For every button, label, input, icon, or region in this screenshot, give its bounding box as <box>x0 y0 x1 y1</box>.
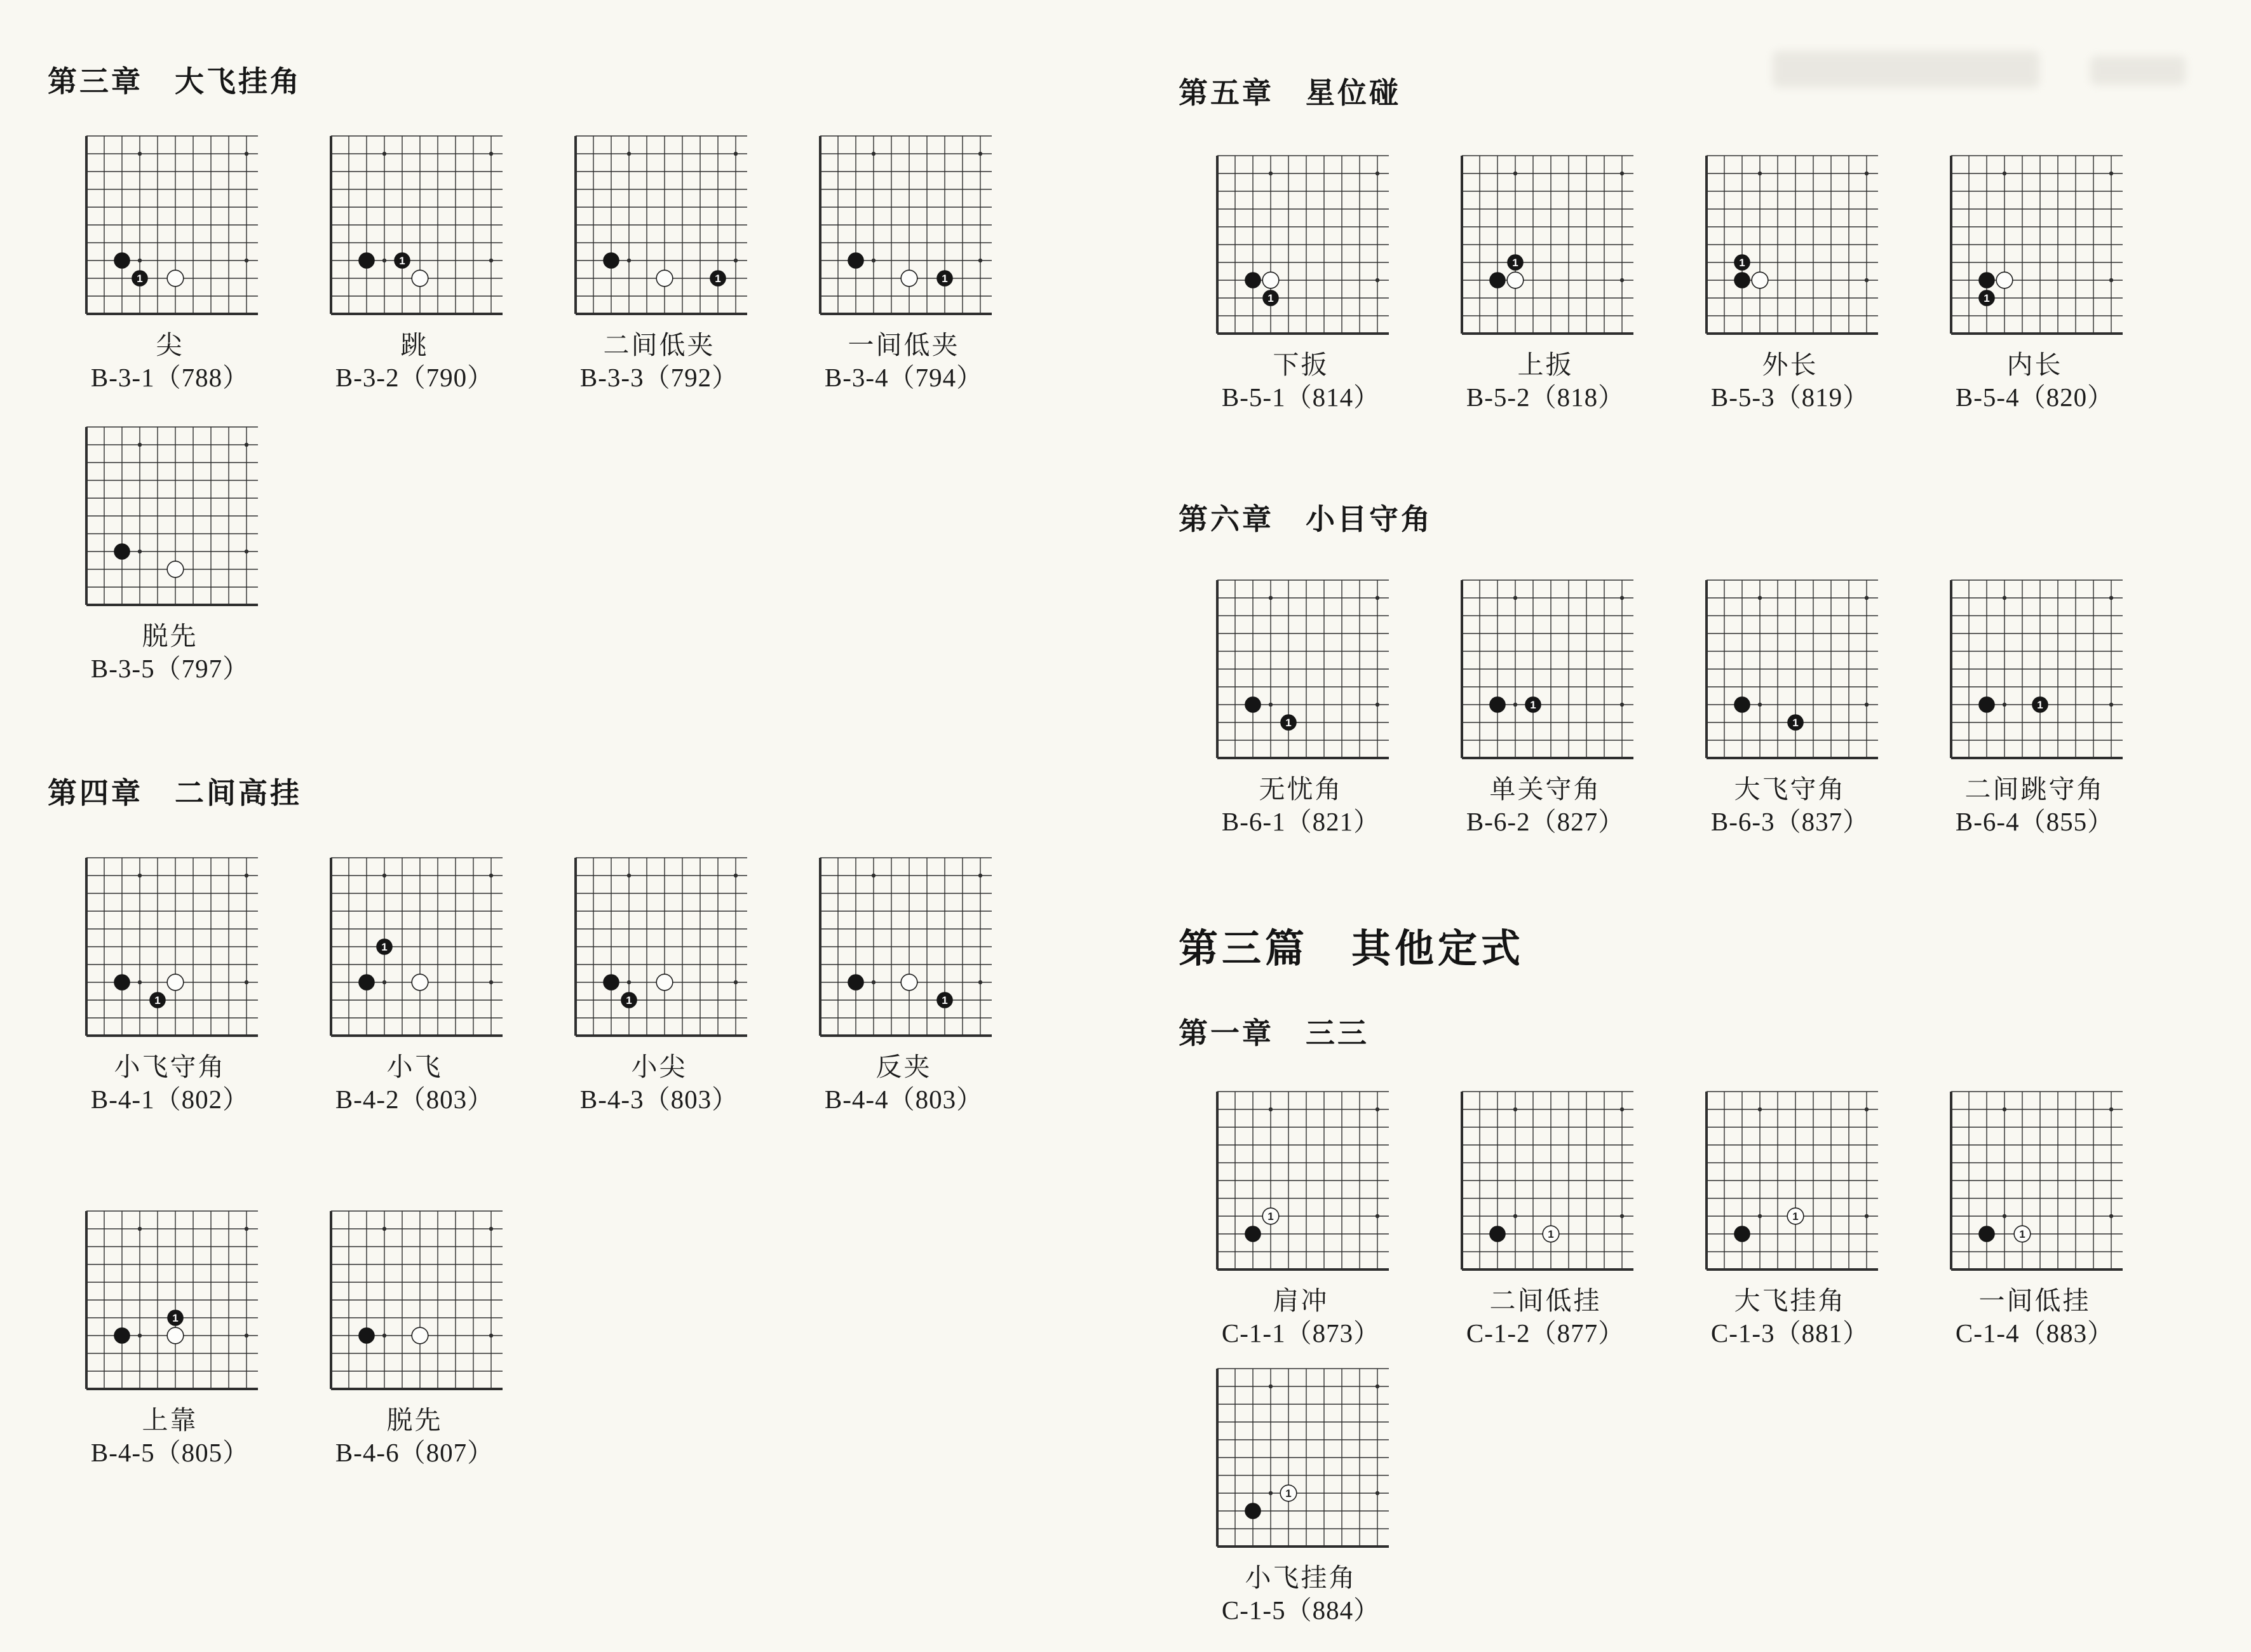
board-wrap <box>1457 578 1635 763</box>
grid-lines <box>86 427 258 605</box>
board-wrap <box>1701 1089 1879 1275</box>
diagram-code: B-3-3（792） <box>579 363 739 393</box>
black-stone <box>358 974 375 991</box>
diagram-row <box>48 424 1029 684</box>
black-stone <box>114 1327 130 1344</box>
diagram-name: 外长 <box>1762 350 1818 379</box>
diagram-code: B-4-3（803） <box>579 1084 739 1114</box>
black-stone <box>1489 696 1506 713</box>
white-stone <box>1996 272 2013 288</box>
board-wrap <box>1946 153 2124 339</box>
diagram-cell <box>1668 153 1912 412</box>
diagram-code: B-6-1（821） <box>1221 807 1381 837</box>
go-board-diagram <box>1457 578 1635 763</box>
diagram-cell <box>781 855 1026 1114</box>
grid-lines <box>576 136 747 314</box>
white-stone <box>412 1327 428 1344</box>
diagram-code: B-5-2（818） <box>1466 383 1625 412</box>
numbered-stone <box>936 270 953 287</box>
svg-text:1: 1 <box>1511 257 1518 269</box>
diagram-cell <box>1912 153 2157 412</box>
diagram-code: B-4-1（802） <box>90 1084 250 1114</box>
svg-text:1: 1 <box>381 940 388 953</box>
diagram-cell <box>292 133 537 393</box>
diagram-code: B-5-1（814） <box>1221 383 1381 412</box>
diagram-name: 小飞挂角 <box>1245 1562 1357 1592</box>
numbered-stone <box>1507 254 1524 271</box>
diagram-name: 下扳 <box>1273 350 1329 379</box>
part-heading: 第三篇 其他定式 <box>1179 924 1525 972</box>
board-wrap <box>1212 578 1390 763</box>
grid-lines <box>1951 1092 2123 1269</box>
grid-lines <box>1217 1092 1389 1269</box>
numbered-stone <box>710 270 726 287</box>
white-stone <box>901 270 917 287</box>
numbered-stone <box>394 252 410 269</box>
board-wrap <box>326 855 504 1041</box>
diagram-cell <box>48 133 292 393</box>
svg-text:1: 1 <box>1738 257 1745 269</box>
black-stone <box>603 974 619 991</box>
black-stone <box>603 252 619 269</box>
grid-lines <box>331 1211 503 1389</box>
numbered-stone <box>1543 1226 1559 1242</box>
chapter-heading: 第五章 星位碰 <box>1179 76 1401 109</box>
grid-lines <box>1707 580 1878 758</box>
column-right <box>1179 0 2160 1625</box>
diagram-name: 上扳 <box>1517 350 1574 379</box>
diagram-name: 一间低挂 <box>1978 1285 2091 1315</box>
diagram-name: 脱先 <box>142 621 198 651</box>
go-board-diagram <box>1212 153 1390 339</box>
diagram-cell <box>1423 153 1668 412</box>
white-stone <box>167 1327 184 1344</box>
grid-lines <box>1217 156 1389 334</box>
numbered-stone <box>376 938 393 955</box>
diagram-cell <box>537 855 781 1114</box>
diagram-cell <box>1179 578 1423 837</box>
svg-text:1: 1 <box>1267 1210 1274 1222</box>
board-wrap <box>1946 1089 2124 1275</box>
black-stone <box>114 252 130 269</box>
numbered-stone <box>1787 1208 1804 1224</box>
diagram-code: B-5-3（819） <box>1710 383 1870 412</box>
white-stone <box>412 974 428 991</box>
black-stone <box>358 252 375 269</box>
diagram-code: B-6-2（827） <box>1466 807 1625 837</box>
go-board-diagram <box>815 133 993 319</box>
svg-text:1: 1 <box>714 273 721 285</box>
diagram-row <box>1179 153 2160 412</box>
diagram-cell <box>1423 1089 1668 1348</box>
diagram-code: B-5-4（820） <box>1955 383 2114 412</box>
diagram-code: B-6-3（837） <box>1710 807 1870 837</box>
white-stone <box>656 270 673 287</box>
board-wrap <box>1212 1366 1390 1552</box>
diagram-name: 无忧角 <box>1259 775 1343 804</box>
black-stone <box>1978 1226 1995 1242</box>
go-board-diagram <box>1457 1089 1635 1275</box>
grid-lines <box>1707 156 1878 334</box>
numbered-stone <box>1280 714 1297 731</box>
go-board-diagram <box>1946 578 2124 763</box>
diagram-row <box>48 855 1029 1114</box>
white-stone <box>656 974 673 991</box>
white-stone <box>901 974 917 991</box>
go-board-diagram <box>1457 153 1635 339</box>
black-stone <box>1245 696 1261 713</box>
svg-text:1: 1 <box>136 273 143 285</box>
board-wrap <box>815 133 993 319</box>
board-wrap <box>326 133 504 319</box>
diagram-name: 肩冲 <box>1273 1285 1329 1315</box>
grid-lines <box>86 136 258 314</box>
diagram-cell <box>48 424 292 684</box>
go-board-diagram <box>1946 1089 2124 1275</box>
grid-lines <box>86 1211 258 1389</box>
svg-text:1: 1 <box>154 994 161 1006</box>
board-wrap <box>1701 153 1879 339</box>
go-board-diagram <box>81 424 259 610</box>
white-stone <box>412 270 428 287</box>
diagram-name: 单关守角 <box>1489 775 1602 804</box>
go-board-diagram <box>326 133 504 319</box>
grid-lines <box>1951 156 2123 334</box>
numbered-stone <box>1734 254 1750 271</box>
diagram-cell <box>1179 153 1423 412</box>
go-board-diagram <box>815 855 993 1041</box>
white-stone <box>1262 272 1279 288</box>
diagram-row <box>1179 1366 2160 1625</box>
diagram-cell <box>537 133 781 393</box>
black-stone <box>1489 1226 1506 1242</box>
diagram-row <box>48 1209 1029 1468</box>
black-stone <box>1734 696 1750 713</box>
numbered-stone <box>132 270 148 287</box>
diagram-name: 尖 <box>156 330 184 360</box>
svg-text:1: 1 <box>2036 699 2043 712</box>
diagram-cell <box>1668 578 1912 837</box>
diagram-code: C-1-5（884） <box>1221 1595 1381 1625</box>
diagram-code: B-6-4（855） <box>1955 807 2114 837</box>
white-stone <box>167 974 184 991</box>
go-board-diagram <box>81 855 259 1041</box>
grid-lines <box>576 858 747 1036</box>
diagram-code: B-4-2（803） <box>335 1084 494 1114</box>
grid-lines <box>1462 156 1633 334</box>
svg-text:1: 1 <box>2018 1228 2025 1240</box>
diagram-row <box>1179 578 2160 837</box>
numbered-stone <box>1787 714 1804 731</box>
diagram-row <box>48 133 1029 393</box>
diagram-name: 大飞守角 <box>1734 775 1846 804</box>
diagram-code: B-3-4（794） <box>824 363 984 393</box>
svg-text:1: 1 <box>1547 1228 1554 1240</box>
go-board-diagram <box>571 855 748 1041</box>
svg-text:1: 1 <box>941 994 948 1006</box>
diagram-code: B-4-6（807） <box>335 1437 494 1467</box>
board-wrap <box>1946 578 2124 763</box>
black-stone <box>848 252 864 269</box>
board-wrap <box>571 133 748 319</box>
chapter-heading: 第三章 大飞挂角 <box>48 65 302 98</box>
numbered-stone <box>1262 1208 1279 1224</box>
diagram-cell <box>1179 1089 1423 1348</box>
diagram-code: B-3-2（790） <box>335 363 494 393</box>
board-wrap <box>1701 578 1879 763</box>
diagram-name: 小飞守角 <box>114 1052 226 1081</box>
board-wrap <box>1212 1089 1390 1275</box>
black-stone <box>1245 1226 1261 1242</box>
svg-text:1: 1 <box>1792 1210 1799 1222</box>
diagram-cell <box>1423 578 1668 837</box>
diagram-name: 小尖 <box>631 1052 687 1081</box>
go-board-diagram <box>571 133 748 319</box>
diagram-cell <box>48 1209 292 1468</box>
white-stone <box>1507 272 1524 288</box>
svg-text:1: 1 <box>172 1311 179 1324</box>
black-stone <box>1245 1503 1261 1519</box>
numbered-stone <box>1978 290 1995 306</box>
diagram-name: 小飞 <box>386 1052 443 1081</box>
svg-text:1: 1 <box>1267 292 1274 304</box>
diagram-name: 大飞挂角 <box>1734 1285 1846 1315</box>
grid-lines <box>331 858 503 1036</box>
black-stone <box>358 1327 375 1344</box>
diagram-name: 反夹 <box>875 1052 932 1081</box>
board-wrap <box>571 855 748 1041</box>
svg-text:1: 1 <box>1983 292 1990 304</box>
go-board-diagram <box>1701 153 1879 339</box>
svg-text:1: 1 <box>1529 699 1536 712</box>
black-stone <box>1978 696 1995 713</box>
board-wrap <box>81 133 259 319</box>
numbered-stone <box>621 992 637 1008</box>
go-board-diagram <box>1701 1089 1879 1275</box>
chapter-heading: 第一章 三三 <box>1179 1016 1369 1050</box>
diagram-name: 跳 <box>400 330 429 360</box>
svg-text:1: 1 <box>398 255 405 267</box>
chapter-heading: 第四章 二间高挂 <box>48 776 302 809</box>
white-stone <box>1752 272 1768 288</box>
grid-lines <box>1217 580 1389 758</box>
board-wrap <box>815 855 993 1041</box>
svg-text:1: 1 <box>941 273 948 285</box>
grid-lines <box>86 858 258 1036</box>
diagram-code: B-3-1（788） <box>90 363 250 393</box>
diagram-cell <box>1179 1366 1423 1625</box>
diagram-code: C-1-1（873） <box>1221 1318 1381 1348</box>
diagram-name: 上靠 <box>142 1405 198 1435</box>
go-board-diagram <box>1212 1089 1390 1275</box>
black-stone <box>1978 272 1995 288</box>
diagram-code: B-4-4（803） <box>824 1084 984 1114</box>
black-stone <box>848 974 864 991</box>
numbered-stone <box>1262 290 1279 306</box>
black-stone <box>1734 272 1750 288</box>
grid-lines <box>820 858 992 1036</box>
numbered-stone <box>936 992 953 1008</box>
go-board-diagram <box>326 1209 504 1394</box>
diagram-cell <box>292 855 537 1114</box>
svg-text:1: 1 <box>1792 717 1799 729</box>
diagram-cell <box>48 855 292 1114</box>
grid-lines <box>1462 580 1633 758</box>
black-stone <box>1734 1226 1750 1242</box>
numbered-stone <box>167 1310 184 1326</box>
diagram-cell <box>292 1209 537 1468</box>
diagram-cell <box>781 133 1026 393</box>
go-board-diagram <box>1212 578 1390 763</box>
white-stone <box>167 561 184 578</box>
diagram-cell <box>1912 578 2157 837</box>
diagram-code: C-1-3（881） <box>1710 1318 1870 1348</box>
go-board-diagram <box>1212 1366 1390 1552</box>
go-board-diagram <box>81 133 259 319</box>
diagram-cell <box>1668 1089 1912 1348</box>
board-wrap <box>1457 153 1635 339</box>
diagram-cell <box>1912 1089 2157 1348</box>
numbered-stone <box>1280 1485 1297 1501</box>
black-stone <box>114 974 130 991</box>
diagram-name: 二间低夹 <box>603 330 715 360</box>
diagram-code: B-3-5（797） <box>90 654 250 684</box>
white-stone <box>167 270 184 287</box>
grid-lines <box>331 136 503 314</box>
diagram-name: 脱先 <box>386 1405 443 1435</box>
black-stone <box>114 543 130 560</box>
diagram-row <box>1179 1089 2160 1348</box>
column-left <box>48 0 1029 1468</box>
chapter-heading: 第六章 小目守角 <box>1179 503 1433 536</box>
diagram-code: C-1-2（877） <box>1466 1318 1625 1348</box>
black-stone <box>1245 272 1261 288</box>
board-wrap <box>81 1209 259 1394</box>
numbered-stone <box>2032 696 2048 713</box>
board-wrap <box>326 1209 504 1394</box>
go-board-diagram <box>1701 578 1879 763</box>
svg-text:1: 1 <box>625 994 632 1006</box>
go-board-diagram <box>81 1209 259 1394</box>
diagram-code: C-1-4（883） <box>1955 1318 2114 1348</box>
go-board-diagram <box>326 855 504 1041</box>
board-wrap <box>1212 153 1390 339</box>
svg-text:1: 1 <box>1285 1487 1292 1500</box>
svg-text:1: 1 <box>1285 717 1292 729</box>
diagram-code: B-4-5（805） <box>90 1437 250 1467</box>
diagram-name: 内长 <box>2006 350 2063 379</box>
board-wrap <box>1457 1089 1635 1275</box>
numbered-stone <box>2014 1226 2031 1242</box>
numbered-stone <box>149 992 166 1008</box>
grid-lines <box>1217 1369 1389 1547</box>
board-wrap <box>81 855 259 1041</box>
grid-lines <box>1462 1092 1633 1269</box>
go-board-diagram <box>1946 153 2124 339</box>
black-stone <box>1489 272 1506 288</box>
grid-lines <box>820 136 992 314</box>
diagram-name: 一间低夹 <box>848 330 960 360</box>
diagram-name: 二间跳守角 <box>1964 775 2105 804</box>
board-wrap <box>81 424 259 610</box>
numbered-stone <box>1525 696 1541 713</box>
diagram-name: 二间低挂 <box>1489 1285 1602 1315</box>
grid-lines <box>1951 580 2123 758</box>
grid-lines <box>1707 1092 1878 1269</box>
